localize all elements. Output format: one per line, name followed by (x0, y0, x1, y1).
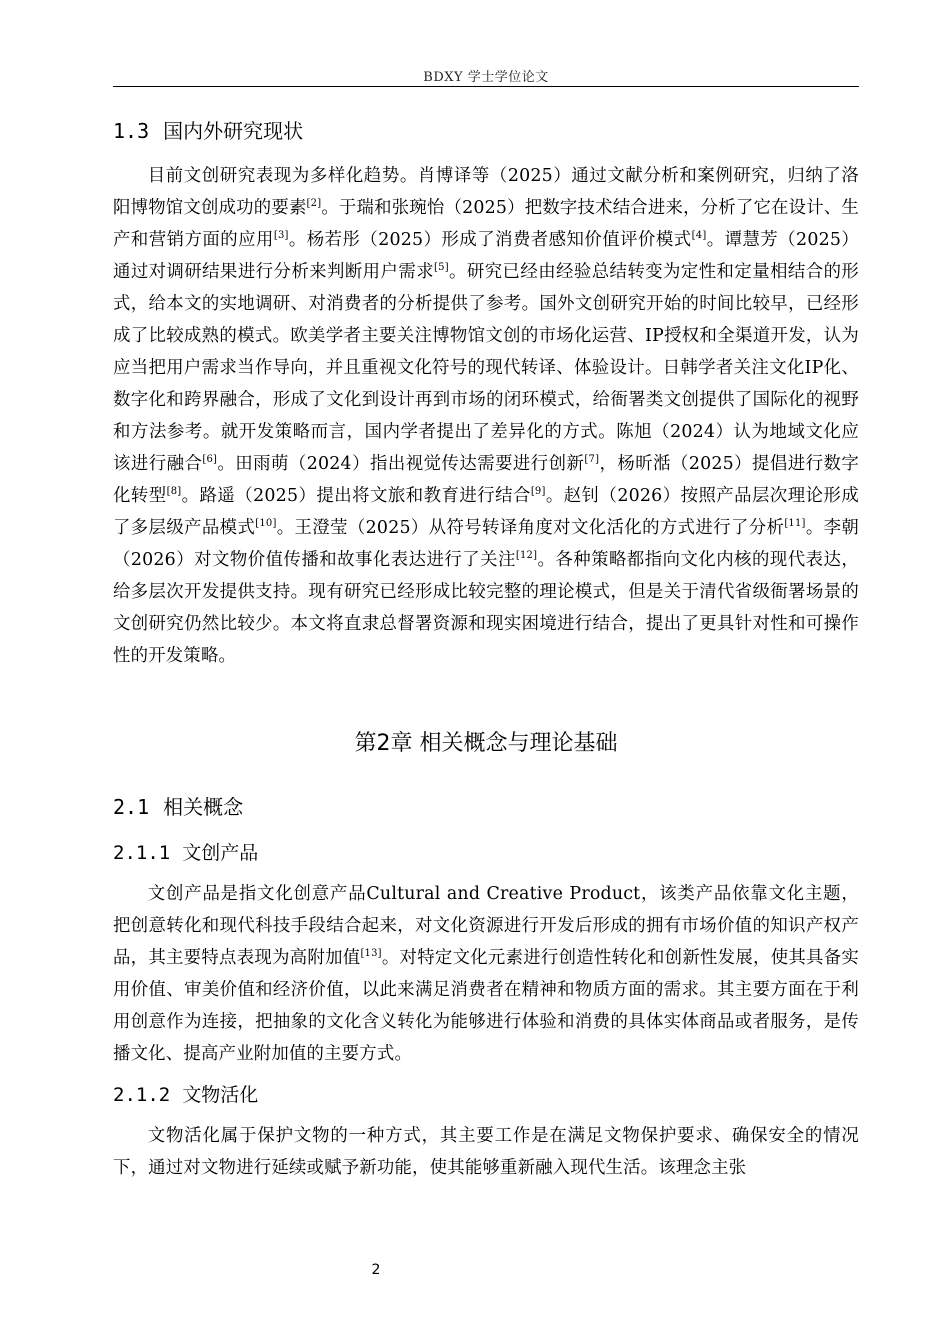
citation-marker: [3] (273, 230, 289, 241)
text-run: 。谭慧芳（2025）通过对调研结果进行分析来判断用户需求 (113, 230, 859, 282)
text-run: 。李朝（2026）对文物价值传播和故事化表达进行了关注 (113, 518, 859, 570)
chapter-title: 第2章 相关概念与理论基础 (354, 731, 618, 756)
paragraph-1-3 (113, 160, 859, 672)
text-run: 。于瑞和张琬怡（2025）把数字技术结合进来，分析了它在设计、生产和营销方面的应用 (113, 198, 860, 250)
subsection-number: 2.1.2 (113, 1084, 171, 1106)
text-run: 。杨若彤（2025）形成了消费者感知价值评价模式 (288, 230, 692, 250)
subsection-heading-2-1-1 (113, 834, 859, 872)
section-title: 国内外研究现状 (163, 119, 304, 143)
citation-marker: [9] (530, 486, 546, 497)
text-run: 。赵钊（2026）按照产品层次理论形成了多层级产品模式 (113, 486, 859, 538)
section-number: 1.3 (113, 119, 150, 143)
page-content (113, 112, 859, 1184)
header-rule (113, 86, 859, 87)
text-run: ，杨昕湉（2025）提倡进行数字化转型 (113, 454, 859, 506)
text-run: 。田雨萌（2024）指出视觉传达需要进行创新 (217, 454, 585, 474)
citation-marker: [7] (584, 454, 600, 465)
subsection-number: 2.1.1 (113, 842, 171, 864)
text-run: 目前文创研究表现为多样化趋势。肖博译等（2025）通过文献分析和案例研究，归纳了洛阳博物馆文创成功的要素 (113, 166, 859, 218)
citation-marker: [12] (515, 550, 538, 561)
section-title: 相关概念 (163, 795, 244, 819)
subsection-title: 文创产品 (182, 842, 259, 864)
section-heading-2-1 (113, 788, 859, 826)
paragraph-2-1-1 (113, 878, 859, 1070)
page-number: 2 (371, 1262, 381, 1278)
text-run: 文物活化属于保护文物的一种方式，其主要工作是在满足文物保护要求、确保安全的情况下，通过对文物进行延续或赋予新功能，使其能够重新融入现代生活。该理念主张 (113, 1126, 859, 1178)
section-heading-1-3 (113, 112, 859, 150)
text-run: 。王澄莹（2025）从符号转译角度对文化活化的方式进行了分析 (276, 518, 785, 538)
citation-marker: [10] (255, 518, 277, 529)
citation-marker: [13] (360, 948, 382, 959)
text-run: 。对特定文化元素进行创造性转化和创新性发展，使其具备实用价值、审美价值和经济价值，以此来满足消费者在精神和物质方面的需求。其主要方面在于利用创意作为连接，把抽象的文化含义转化为能够进行体验和消费的具体实体商品或者服务，是传播文化、提高产业附加值的主要方式。 (113, 948, 859, 1064)
citation-marker: [11] (784, 518, 806, 529)
subsection-heading-2-1-2 (113, 1076, 859, 1114)
text-run: 文创产品是指文化创意产品Cultural and Creative Product，该类产品依靠文化主题，把创意转化和现代科技手段结合起来，对文化资源进行开发后形成的拥有市场价值的知识产权产品，其主要特点表现为高附加值 (113, 884, 859, 968)
page-header: BDXY 学士学位论文 (423, 70, 549, 85)
citation-marker: [2] (306, 198, 322, 209)
citation-marker: [5] (434, 262, 449, 273)
text-run: 。各种策略都指向文化内核的现代表达，给多层次开发提供支持。现有研究已经形成比较完整的理论模式，但是关于清代省级衙署场景的文创研究仍然比较少。本文将直隶总督署资源和现实困境进行结合，提出了更具针对性和可操作性的开发策略。 (113, 550, 860, 666)
citation-marker: [4] (691, 230, 707, 241)
text-run: 。研究已经由经验总结转变为定性和定量相结合的形式，给本文的实地调研、对消费者的分析提供了参考。国外文创研究开始的时间比较早，已经形成了比较成熟的模式。欧美学者主要关注博物馆文创的市场化运营、IP授权和全渠道开发，认为应当把用户需求当作导向，并且重视文化符号的现代转译、体验设计。日韩学者关注文化IP化、数字化和跨界融合，形成了文化到设计再到市场的闭环模式，给衙署类文创提供了国际化的视野和方法参考。就开发策略而言，国内学者提出了差异化的方式。陈旭（2024）认为地域文化应该进行融合 (113, 262, 859, 474)
section-number: 2.1 (113, 795, 150, 819)
paragraph-2-1-2 (113, 1120, 859, 1184)
citation-marker: [8] (166, 486, 182, 497)
citation-marker: [6] (202, 454, 218, 465)
text-run: 。路遥（2025）提出将文旅和教育进行结合 (181, 486, 531, 506)
subsection-title: 文物活化 (182, 1084, 259, 1106)
